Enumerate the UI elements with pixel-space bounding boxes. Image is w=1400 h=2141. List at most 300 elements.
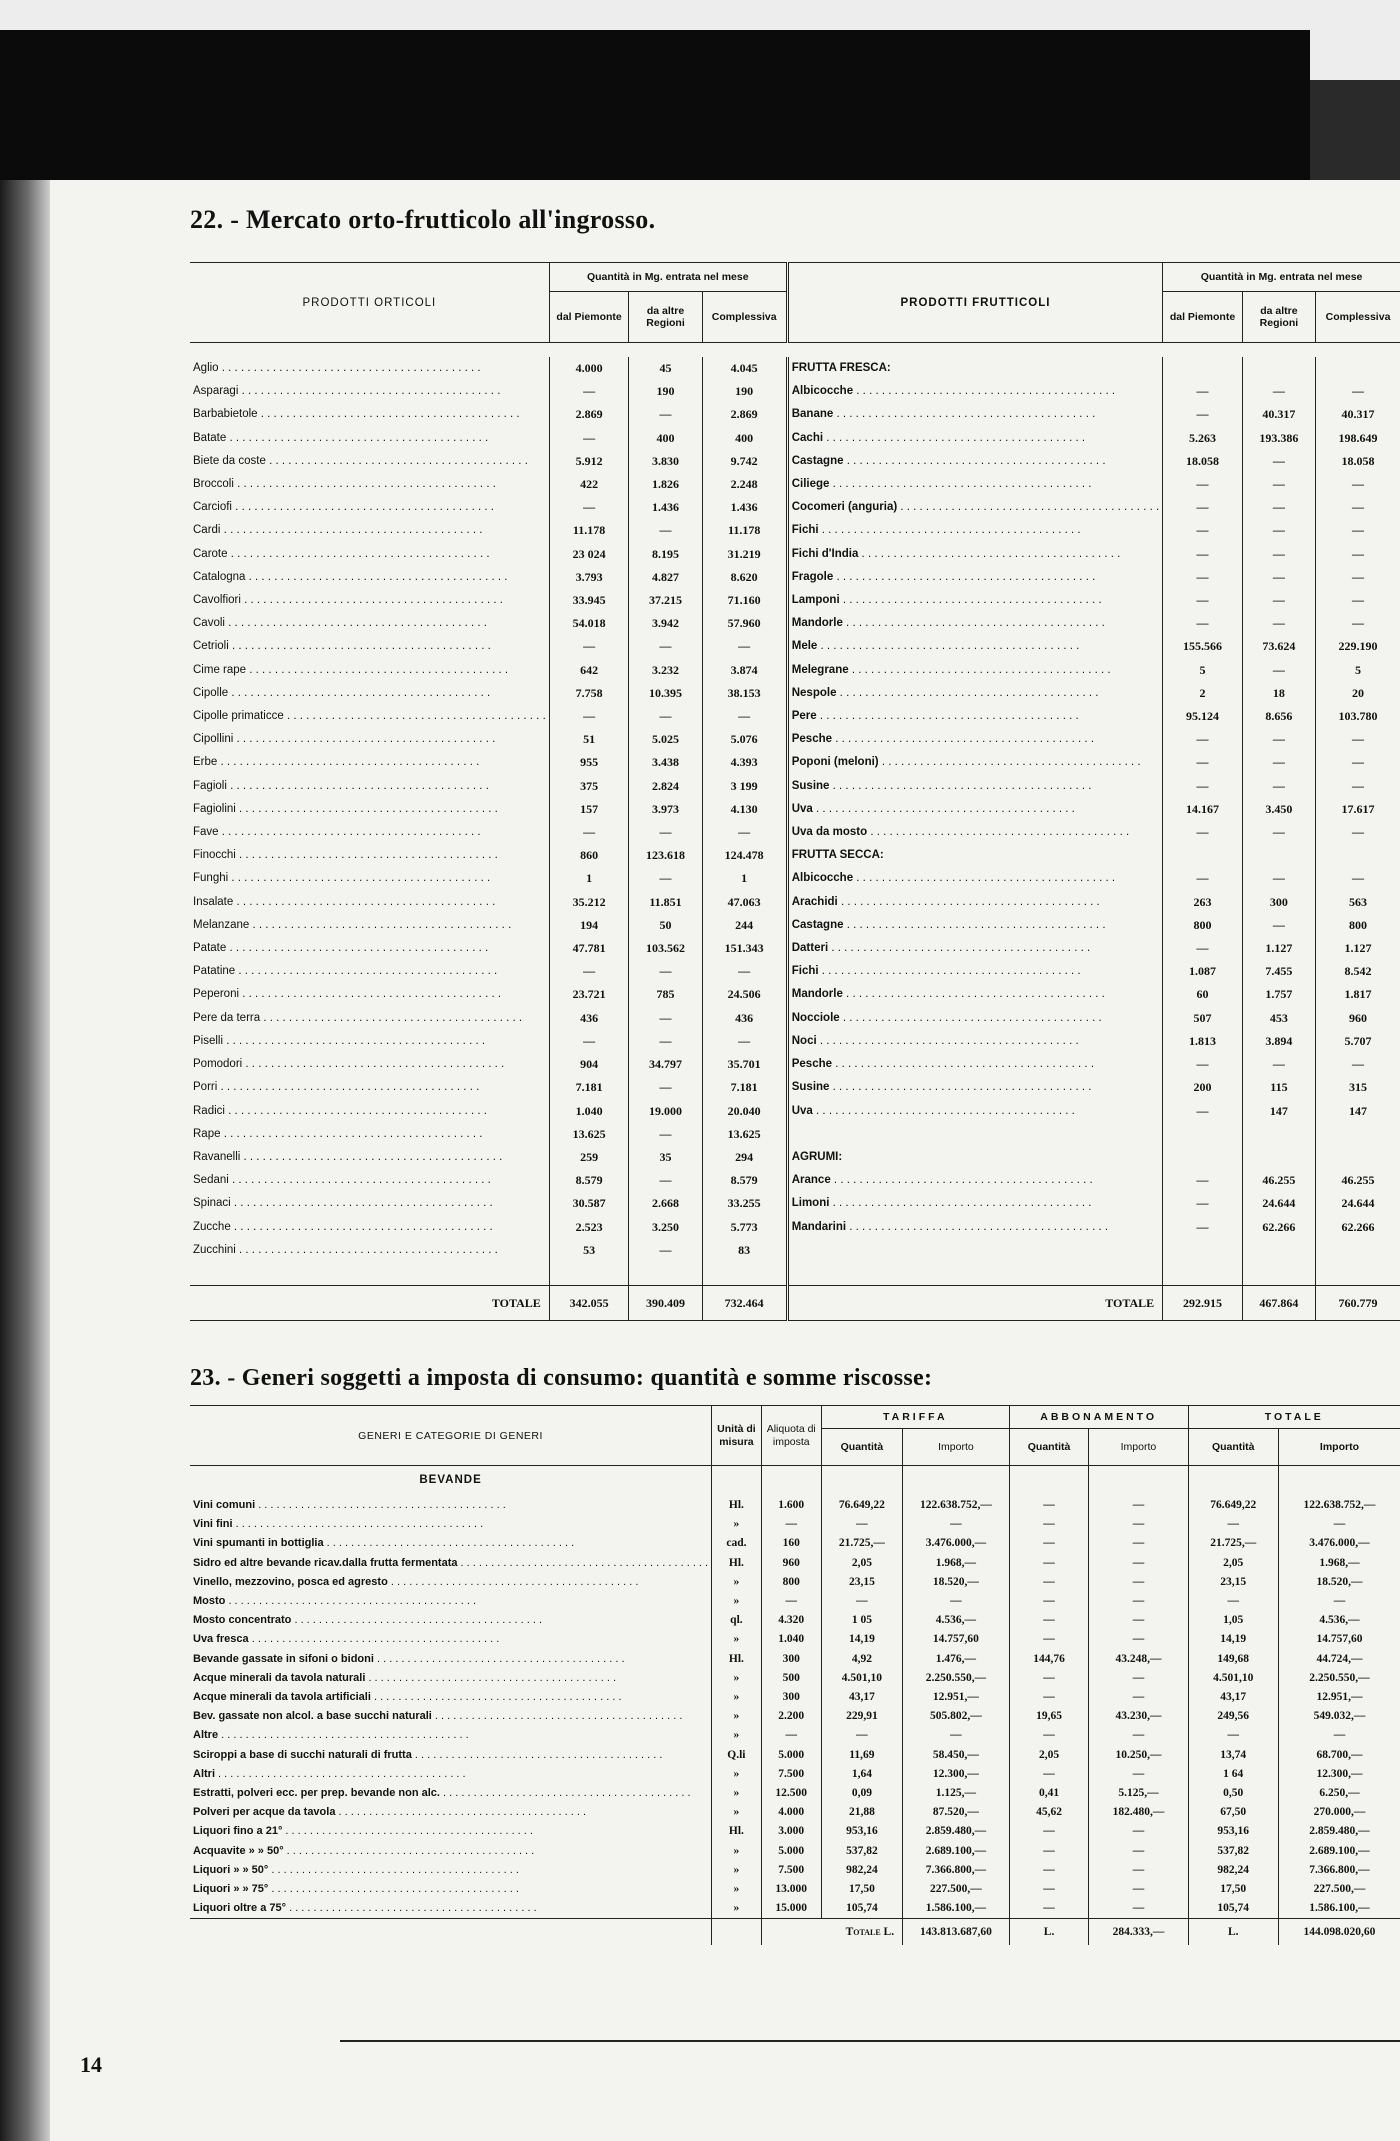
genere-aliquota: 15.000 xyxy=(761,1899,821,1919)
genere-unita: Hl. xyxy=(712,1650,762,1669)
frutticolo-name: Limoni . . . xyxy=(787,1192,1162,1215)
frutticolo-regioni: 3.450 xyxy=(1242,798,1315,821)
orticolo-regioni: 8.195 xyxy=(629,543,702,566)
frutticolo-regioni: — xyxy=(1242,496,1315,519)
orticolo-regioni: 50 xyxy=(629,914,702,937)
frutticolo-regioni: — xyxy=(1242,821,1315,844)
total-frutticoli-compl: 760.779 xyxy=(1316,1286,1400,1321)
frutticolo-name: Melegrane . . . xyxy=(787,659,1162,682)
frutticolo-name: Fichi . . . xyxy=(787,519,1162,542)
orticolo-compl: 20.040 xyxy=(702,1100,787,1123)
tot-importo: 12.951,— xyxy=(1278,1688,1400,1707)
orticolo-compl: 244 xyxy=(702,914,787,937)
tot-quantita: 249,56 xyxy=(1188,1707,1278,1726)
orticolo-compl: — xyxy=(702,960,787,983)
genere-aliquota: — xyxy=(761,1726,821,1745)
orticolo-piemonte: 11.178 xyxy=(549,519,629,542)
tot-importo: 12.300,— xyxy=(1278,1765,1400,1784)
group-abbonamento: ABBONAMENTO xyxy=(1009,1406,1188,1429)
orticolo-name: Porri . . . xyxy=(190,1076,549,1099)
orticolo-piemonte: 7.181 xyxy=(549,1076,629,1099)
abb-quantita: 19,65 xyxy=(1009,1707,1089,1726)
tot-importo: — xyxy=(1278,1515,1400,1534)
genere-aliquota: 1.600 xyxy=(761,1496,821,1515)
orticolo-regioni: — xyxy=(629,1169,702,1192)
frutticolo-piemonte: — xyxy=(1163,867,1243,890)
frutticolo-regioni: — xyxy=(1242,775,1315,798)
abb-importo: — xyxy=(1089,1496,1188,1515)
tot-importo: 2.859.480,— xyxy=(1278,1822,1400,1841)
tax-row xyxy=(190,1765,1400,1784)
genere-unita: » xyxy=(712,1803,762,1822)
market-row xyxy=(190,751,1400,774)
genere-unita: » xyxy=(712,1573,762,1592)
tot-quantita: 1 64 xyxy=(1188,1765,1278,1784)
orticolo-compl: 1.436 xyxy=(702,496,787,519)
frutticolo-name: Ciliege . . . xyxy=(787,473,1162,496)
orticolo-compl: — xyxy=(702,635,787,658)
genere-unita: » xyxy=(712,1899,762,1919)
abb-quantita: — xyxy=(1009,1688,1089,1707)
genere-name: Sciroppi a base di succhi naturali di frutta . . . xyxy=(190,1746,712,1765)
orticolo-piemonte: 33.945 xyxy=(549,589,629,612)
tot-importo: 18.520,— xyxy=(1278,1573,1400,1592)
orticolo-compl: 71.160 xyxy=(702,589,787,612)
orticolo-piemonte: — xyxy=(549,496,629,519)
orticolo-name: Peperoni . . . xyxy=(190,983,549,1006)
orticolo-compl: 24.506 xyxy=(702,983,787,1006)
orticolo-name: Pere da terra . . . xyxy=(190,1007,549,1030)
frutticolo-name: Mandorle . . . xyxy=(787,983,1162,1006)
orticolo-name: Aglio . . . xyxy=(190,357,549,380)
abb-importo: — xyxy=(1089,1880,1188,1899)
frutticolo-compl: 315 xyxy=(1316,1076,1400,1099)
frutticolo-regioni: 300 xyxy=(1242,891,1315,914)
genere-unita: Hl. xyxy=(712,1496,762,1515)
frutticolo-compl: 40.317 xyxy=(1316,403,1400,426)
frutticolo-regioni: 1.127 xyxy=(1242,937,1315,960)
frutticolo-compl: — xyxy=(1316,728,1400,751)
orticolo-name: Carote . . . xyxy=(190,543,549,566)
frutticolo-compl: 20 xyxy=(1316,682,1400,705)
orticolo-name: Spinaci . . . xyxy=(190,1192,549,1215)
abb-importo: — xyxy=(1089,1573,1188,1592)
frutticolo-piemonte: 5.263 xyxy=(1163,427,1243,450)
orticolo-piemonte: 157 xyxy=(549,798,629,821)
orticolo-name: Cavolfiori . . . xyxy=(190,589,549,612)
total-tot-currency: L. xyxy=(1188,1919,1278,1946)
frutticolo-regioni: 453 xyxy=(1242,1007,1315,1030)
frutticolo-piemonte xyxy=(1163,357,1243,380)
total-abb-currency: L. xyxy=(1009,1919,1089,1946)
frutticolo-name: Castagne . . . xyxy=(787,450,1162,473)
tax-row xyxy=(190,1611,1400,1630)
genere-unita: » xyxy=(712,1880,762,1899)
orticolo-compl: — xyxy=(702,705,787,728)
tariffa-quantita: 76.649,22 xyxy=(821,1496,902,1515)
frutticolo-name: Albicocche . . . xyxy=(787,867,1162,890)
tot-quantita: 105,74 xyxy=(1188,1899,1278,1919)
abb-importo: — xyxy=(1089,1554,1188,1573)
frutticolo-piemonte: — xyxy=(1163,1216,1243,1239)
orticolo-compl: 2.248 xyxy=(702,473,787,496)
tax-row xyxy=(190,1726,1400,1745)
orticolo-regioni: 123.618 xyxy=(629,844,702,867)
orticolo-regioni: 3.973 xyxy=(629,798,702,821)
abb-importo: — xyxy=(1089,1842,1188,1861)
frutticolo-name: FRUTTA FRESCA: xyxy=(787,357,1162,380)
tax-row xyxy=(190,1650,1400,1669)
frutticolo-piemonte: — xyxy=(1163,751,1243,774)
abb-quantita: — xyxy=(1009,1573,1089,1592)
orticolo-piemonte: 54.018 xyxy=(549,612,629,635)
genere-aliquota: 960 xyxy=(761,1554,821,1573)
orticolo-piemonte: 194 xyxy=(549,914,629,937)
orticolo-name: Cardi . . . xyxy=(190,519,549,542)
orticolo-regioni: 45 xyxy=(629,357,702,380)
genere-name: Liquori » » 50° . . . xyxy=(190,1861,712,1880)
frutticolo-piemonte: 95.124 xyxy=(1163,705,1243,728)
tot-quantita: 2,05 xyxy=(1188,1554,1278,1573)
frutticolo-piemonte: 18.058 xyxy=(1163,450,1243,473)
frutticolo-compl: — xyxy=(1316,496,1400,519)
tax-row xyxy=(190,1707,1400,1726)
market-row xyxy=(190,1146,1400,1169)
tax-row xyxy=(190,1515,1400,1534)
frutticolo-piemonte: 1.087 xyxy=(1163,960,1243,983)
genere-unita: Hl. xyxy=(712,1554,762,1573)
orticolo-compl: 8.620 xyxy=(702,566,787,589)
orticolo-name: Patatine . . . xyxy=(190,960,549,983)
orticolo-piemonte: 422 xyxy=(549,473,629,496)
frutticolo-compl: — xyxy=(1316,751,1400,774)
abb-importo: — xyxy=(1089,1515,1188,1534)
genere-aliquota: 13.000 xyxy=(761,1880,821,1899)
genere-aliquota: 800 xyxy=(761,1573,821,1592)
tariffa-quantita: 105,74 xyxy=(821,1899,902,1919)
orticolo-piemonte: 642 xyxy=(549,659,629,682)
orticolo-piemonte: — xyxy=(549,1030,629,1053)
market-row xyxy=(190,450,1400,473)
orticolo-piemonte: 860 xyxy=(549,844,629,867)
frutticolo-piemonte: — xyxy=(1163,775,1243,798)
orticolo-regioni: — xyxy=(629,635,702,658)
frutticolo-regioni: — xyxy=(1242,589,1315,612)
category-bevande: BEVANDE xyxy=(419,1474,482,1487)
frutticolo-piemonte xyxy=(1163,1146,1243,1169)
frutticolo-name: Fichi . . . xyxy=(787,960,1162,983)
consumption-tax-body xyxy=(190,1466,1400,1919)
frutticolo-compl: 5.707 xyxy=(1316,1030,1400,1053)
orticolo-regioni: 400 xyxy=(629,427,702,450)
frutticolo-piemonte xyxy=(1163,1123,1243,1146)
frutticolo-compl xyxy=(1316,1123,1400,1146)
tot-quantita: 1,05 xyxy=(1188,1611,1278,1630)
col-aliquota: Aliquota di imposta xyxy=(761,1406,821,1466)
genere-aliquota: — xyxy=(761,1592,821,1611)
genere-name: Acquavite » » 50° . . . xyxy=(190,1842,712,1861)
frutticolo-piemonte: — xyxy=(1163,566,1243,589)
tariffa-quantita: 982,24 xyxy=(821,1861,902,1880)
abb-importo: 5.125,— xyxy=(1089,1784,1188,1803)
orticolo-compl: 4.130 xyxy=(702,798,787,821)
frutticolo-name: Arance . . . xyxy=(787,1169,1162,1192)
abb-importo: — xyxy=(1089,1861,1188,1880)
tot-quantita: — xyxy=(1188,1726,1278,1745)
page-content xyxy=(190,180,1400,2141)
frutticolo-regioni: 115 xyxy=(1242,1076,1315,1099)
abb-quantita: — xyxy=(1009,1515,1089,1534)
frutticolo-piemonte: — xyxy=(1163,728,1243,751)
frutticolo-regioni: — xyxy=(1242,751,1315,774)
frutticolo-compl xyxy=(1316,1146,1400,1169)
col-compl-left: Complessiva xyxy=(702,292,787,343)
total-label-right: TOTALE xyxy=(787,1286,1162,1321)
tariffa-quantita: 229,91 xyxy=(821,1707,902,1726)
total-orticoli-regioni: 390.409 xyxy=(629,1286,702,1321)
tot-importo: — xyxy=(1278,1726,1400,1745)
frutticolo-name xyxy=(787,1239,1162,1262)
frutticolo-piemonte: — xyxy=(1163,937,1243,960)
orticolo-compl: 294 xyxy=(702,1146,787,1169)
frutticolo-piemonte: — xyxy=(1163,380,1243,403)
orticolo-compl: — xyxy=(702,1030,787,1053)
market-row xyxy=(190,960,1400,983)
tariffa-quantita: 0,09 xyxy=(821,1784,902,1803)
total-frutticoli-piemonte: 292.915 xyxy=(1163,1286,1243,1321)
genere-unita: ql. xyxy=(712,1611,762,1630)
frutticolo-regioni: — xyxy=(1242,728,1315,751)
orticolo-piemonte: 3.793 xyxy=(549,566,629,589)
tot-importo: 227.500,— xyxy=(1278,1880,1400,1899)
orticolo-regioni: — xyxy=(629,1123,702,1146)
tot-importo: — xyxy=(1278,1592,1400,1611)
col-regioni-right: da altre Regioni xyxy=(1242,292,1315,343)
frutticolo-compl: 103.780 xyxy=(1316,705,1400,728)
frutticolo-regioni: 7.455 xyxy=(1242,960,1315,983)
frutticolo-compl: 198.649 xyxy=(1316,427,1400,450)
market-row xyxy=(190,1216,1400,1239)
frutticolo-piemonte: — xyxy=(1163,1100,1243,1123)
tariffa-quantita: 2,05 xyxy=(821,1554,902,1573)
orticolo-name: Finocchi . . . xyxy=(190,844,549,867)
sub-abb-importo: Importo xyxy=(1089,1429,1188,1466)
market-row xyxy=(190,612,1400,635)
tot-importo: 44.724,— xyxy=(1278,1650,1400,1669)
total-orticoli-compl: 732.464 xyxy=(702,1286,787,1321)
market-row xyxy=(190,798,1400,821)
abb-importo: — xyxy=(1089,1611,1188,1630)
tariffa-quantita: 11,69 xyxy=(821,1746,902,1765)
market-row xyxy=(190,1100,1400,1123)
tot-quantita: 982,24 xyxy=(1188,1861,1278,1880)
tariffa-quantita: — xyxy=(821,1515,902,1534)
tot-quantita: 43,17 xyxy=(1188,1688,1278,1707)
col-compl-right: Complessiva xyxy=(1316,292,1400,343)
col-piemonte-left: dal Piemonte xyxy=(549,292,629,343)
tariffa-quantita: 953,16 xyxy=(821,1822,902,1841)
orticolo-regioni: 3.942 xyxy=(629,612,702,635)
frutticolo-piemonte: 1.813 xyxy=(1163,1030,1243,1053)
bottom-rule xyxy=(340,2040,1400,2042)
orticolo-name: Cipolle . . . xyxy=(190,682,549,705)
abb-quantita: — xyxy=(1009,1534,1089,1553)
abb-importo: — xyxy=(1089,1726,1188,1745)
section-22-title: 22. - Mercato orto-frutticolo all'ingrosso. xyxy=(190,205,656,234)
tariffa-importo: 18.520,— xyxy=(903,1573,1010,1592)
frutticolo-name: Susine . . . xyxy=(787,1076,1162,1099)
market-row xyxy=(190,1169,1400,1192)
frutticolo-regioni: — xyxy=(1242,914,1315,937)
frutticolo-regioni: — xyxy=(1242,566,1315,589)
tariffa-importo: 1.125,— xyxy=(903,1784,1010,1803)
orticolo-piemonte: 13.625 xyxy=(549,1123,629,1146)
frutticolo-piemonte: 200 xyxy=(1163,1076,1243,1099)
tax-row xyxy=(190,1861,1400,1880)
genere-aliquota: 300 xyxy=(761,1688,821,1707)
orticolo-regioni: — xyxy=(629,1007,702,1030)
frutticolo-name: Pesche . . . xyxy=(787,728,1162,751)
genere-aliquota: 500 xyxy=(761,1669,821,1688)
tot-importo: 14.757,60 xyxy=(1278,1630,1400,1649)
frutticolo-regioni: 18 xyxy=(1242,682,1315,705)
scan-dark-band xyxy=(0,30,1310,200)
tot-quantita: 76.649,22 xyxy=(1188,1496,1278,1515)
total-tariffa-importo: 143.813.687,60 xyxy=(903,1919,1010,1946)
orticolo-piemonte: 8.579 xyxy=(549,1169,629,1192)
frutticolo-compl: — xyxy=(1316,612,1400,635)
frutticolo-regioni: 8.656 xyxy=(1242,705,1315,728)
genere-aliquota: 3.000 xyxy=(761,1822,821,1841)
tot-quantita: 953,16 xyxy=(1188,1822,1278,1841)
tariffa-quantita: 23,15 xyxy=(821,1573,902,1592)
frutticolo-regioni: — xyxy=(1242,519,1315,542)
tot-importo: 122.638.752,— xyxy=(1278,1496,1400,1515)
genere-name: Sidro ed altre bevande ricav.dalla frutta fermentata . . . xyxy=(190,1554,712,1573)
tot-quantita: 17,50 xyxy=(1188,1880,1278,1899)
tax-row xyxy=(190,1592,1400,1611)
frutticolo-compl: 1.127 xyxy=(1316,937,1400,960)
orticolo-compl: 13.625 xyxy=(702,1123,787,1146)
market-row xyxy=(190,659,1400,682)
orticolo-regioni: 19.000 xyxy=(629,1100,702,1123)
orticolo-compl: 3 199 xyxy=(702,775,787,798)
orticolo-piemonte: — xyxy=(549,705,629,728)
col-piemonte-right: dal Piemonte xyxy=(1163,292,1243,343)
abb-importo: 43.230,— xyxy=(1089,1707,1188,1726)
frutticolo-compl: 17.617 xyxy=(1316,798,1400,821)
tariffa-quantita: 4.501,10 xyxy=(821,1669,902,1688)
frutticolo-piemonte: — xyxy=(1163,589,1243,612)
genere-unita: Hl. xyxy=(712,1822,762,1841)
genere-name: Acque minerali da tavola artificiali . . . xyxy=(190,1688,712,1707)
frutticolo-name: Mandarini . . . xyxy=(787,1216,1162,1239)
genere-aliquota: 5.000 xyxy=(761,1746,821,1765)
genere-name: Altri . . . xyxy=(190,1765,712,1784)
frutticolo-compl xyxy=(1316,357,1400,380)
tariffa-importo: 7.366.800,— xyxy=(903,1861,1010,1880)
tariffa-importo: 1.586.100,— xyxy=(903,1899,1010,1919)
frutticolo-name: Arachidi . . . xyxy=(787,891,1162,914)
frutticolo-piemonte: 155.566 xyxy=(1163,635,1243,658)
orticolo-compl: 11.178 xyxy=(702,519,787,542)
genere-aliquota: 7.500 xyxy=(761,1861,821,1880)
frutticolo-compl: 960 xyxy=(1316,1007,1400,1030)
tot-importo: 2.250.550,— xyxy=(1278,1669,1400,1688)
orticolo-regioni: 11.851 xyxy=(629,891,702,914)
genere-name: Altre . . . xyxy=(190,1726,712,1745)
abb-importo: — xyxy=(1089,1822,1188,1841)
orticolo-piemonte: 2.523 xyxy=(549,1216,629,1239)
orticolo-compl: 9.742 xyxy=(702,450,787,473)
genere-unita: » xyxy=(712,1861,762,1880)
abb-importo: — xyxy=(1089,1630,1188,1649)
tot-quantita: 537,82 xyxy=(1188,1842,1278,1861)
genere-name: Polveri per acque da tavola . . . xyxy=(190,1803,712,1822)
frutticolo-regioni: 147 xyxy=(1242,1100,1315,1123)
tariffa-importo: 505.802,— xyxy=(903,1707,1010,1726)
orticolo-name: Piselli . . . xyxy=(190,1030,549,1053)
orticolo-regioni: — xyxy=(629,1076,702,1099)
genere-name: Vini fini . . . xyxy=(190,1515,712,1534)
frutticolo-name: Datteri . . . xyxy=(787,937,1162,960)
orticolo-name: Sedani . . . xyxy=(190,1169,549,1192)
orticolo-regioni: — xyxy=(629,1030,702,1053)
frutticolo-compl: 8.542 xyxy=(1316,960,1400,983)
abb-quantita: — xyxy=(1009,1880,1089,1899)
frutticolo-compl: — xyxy=(1316,775,1400,798)
market-row xyxy=(190,867,1400,890)
abb-importo: 10.250,— xyxy=(1089,1746,1188,1765)
tot-importo: 2.689.100,— xyxy=(1278,1842,1400,1861)
tot-quantita: — xyxy=(1188,1515,1278,1534)
tariffa-importo: 2.250.550,— xyxy=(903,1669,1010,1688)
tot-importo: 6.250,— xyxy=(1278,1784,1400,1803)
frutticolo-compl: 46.255 xyxy=(1316,1169,1400,1192)
market-table xyxy=(190,262,1400,1321)
frutticolo-compl: — xyxy=(1316,821,1400,844)
frutticolo-name: FRUTTA SECCA: xyxy=(787,844,1162,867)
orticolo-compl: 57.960 xyxy=(702,612,787,635)
frutticolo-compl: 563 xyxy=(1316,891,1400,914)
frutticolo-name: Uva . . . xyxy=(787,1100,1162,1123)
frutticolo-name: Nespole . . . xyxy=(787,682,1162,705)
tariffa-quantita: — xyxy=(821,1726,902,1745)
frutticolo-regioni xyxy=(1242,1146,1315,1169)
abb-quantita: — xyxy=(1009,1842,1089,1861)
header-qty-left: Quantità in Mg. entrata nel mese xyxy=(549,263,787,292)
frutticolo-regioni: — xyxy=(1242,380,1315,403)
orticolo-name: Fagioli . . . xyxy=(190,775,549,798)
col-unita: Unità di misura xyxy=(712,1406,762,1466)
market-row xyxy=(190,1030,1400,1053)
tariffa-quantita: — xyxy=(821,1592,902,1611)
market-row xyxy=(190,566,1400,589)
orticolo-regioni: — xyxy=(629,705,702,728)
orticolo-piemonte: — xyxy=(549,960,629,983)
orticolo-regioni: 5.025 xyxy=(629,728,702,751)
market-row xyxy=(190,844,1400,867)
frutticolo-name: Poponi (meloni) . . . xyxy=(787,751,1162,774)
market-table-body xyxy=(190,343,1400,1262)
tot-importo: 68.700,— xyxy=(1278,1746,1400,1765)
orticolo-piemonte: 2.869 xyxy=(549,403,629,426)
orticolo-name: Batate . . . xyxy=(190,427,549,450)
tot-quantita: 23,15 xyxy=(1188,1573,1278,1592)
tax-row xyxy=(190,1630,1400,1649)
tariffa-importo: 87.520,— xyxy=(903,1803,1010,1822)
abb-quantita: — xyxy=(1009,1669,1089,1688)
